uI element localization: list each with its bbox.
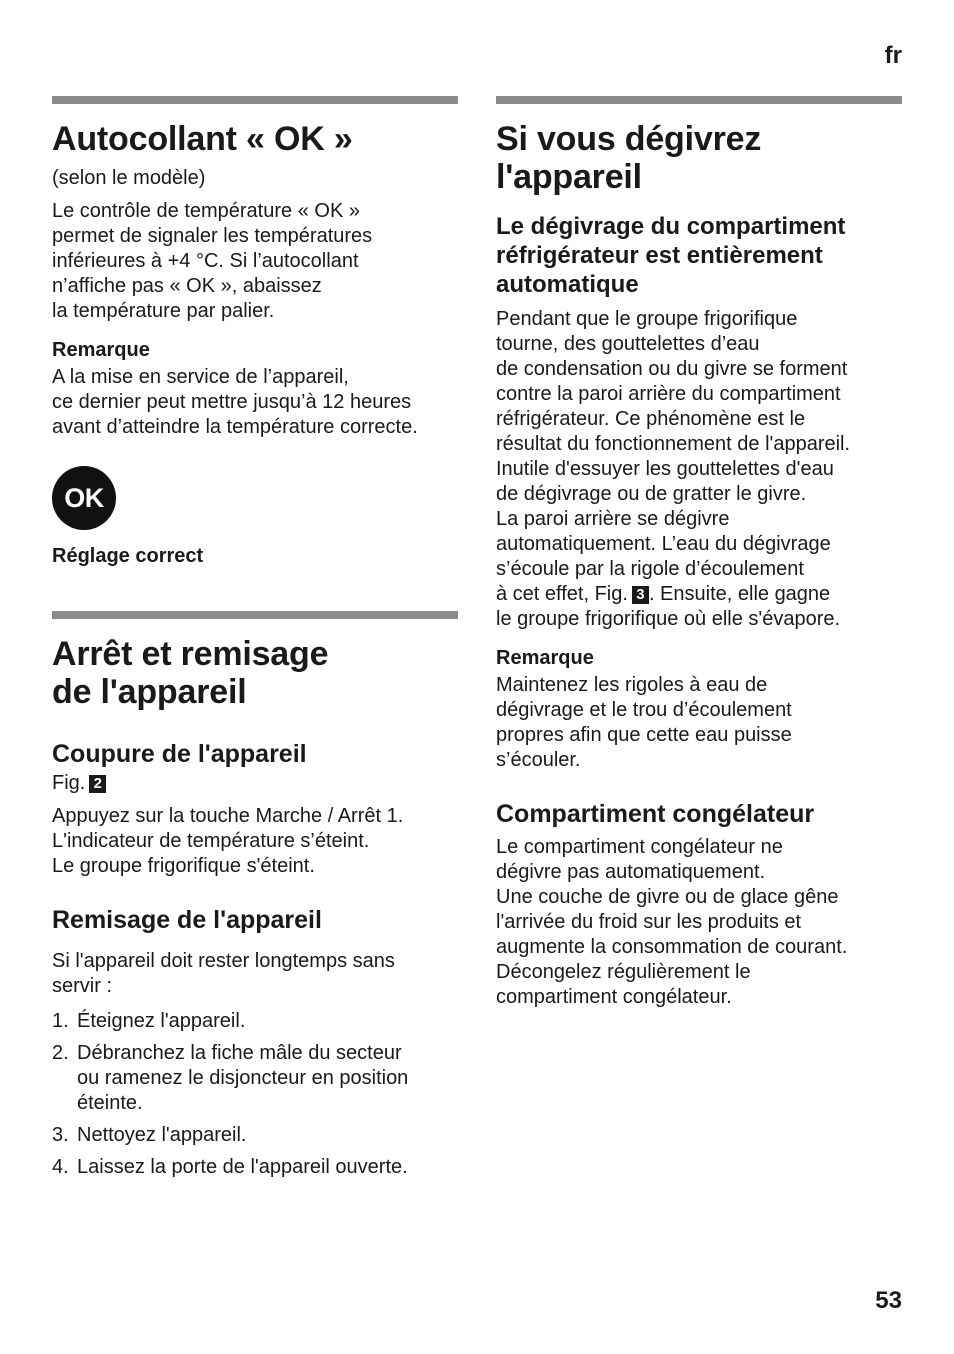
ok-sticker-icon: OK <box>52 466 116 530</box>
ok-description: Le contrôle de température « OK » permet de signaler les températures inférieures à +4 °C. Si l’autocollant n’affiche pas « OK », abaissez la température par palier. <box>52 200 373 322</box>
page-number: 53 <box>875 1287 902 1314</box>
storage-intro: Si l'appareil doit rester longtemps sans servir : <box>52 950 395 997</box>
subsection-title-storage: Remisage de l'appareil <box>52 906 322 934</box>
ok-caption: Réglage correct <box>52 545 204 567</box>
section-rule <box>52 96 458 104</box>
figure-number-badge: 2 <box>89 775 106 793</box>
right-column <box>496 96 902 1010</box>
switch-off-text: Appuyez sur la touche Marche / Arrêt 1. L'indicateur de température s’éteint. Le groupe frigorifique s'éteint. <box>52 805 404 877</box>
list-item: 1. Éteignez l'appareil. <box>52 1010 246 1032</box>
section-title-shutdown: Arrêt et remisage de l'appareil <box>52 635 329 711</box>
list-item: 3. Nettoyez l'appareil. <box>52 1124 247 1146</box>
subsection-title-fridge-defrost: Le dégivrage du compartiment réfrigérateur est entièrement automatique <box>496 213 846 298</box>
list-item: 4. Laissez la porte de l'appareil ouverte. <box>52 1156 408 1178</box>
fig-reference: Fig. 2 <box>52 771 458 796</box>
note-text: A la mise en service de l’appareil, ce dernier peut mettre jusqu’à 12 heures avant d’atteindre la température correcte. <box>52 366 418 438</box>
left-column <box>52 96 458 1187</box>
section-rule <box>52 611 458 619</box>
section-title-ok-sticker: Autocollant « OK » <box>52 120 353 158</box>
section-title-defrost: Si vous dégivrez l'appareil <box>496 120 762 196</box>
note-label: Remarque <box>52 339 150 361</box>
fridge-defrost-text: Pendant que le groupe frigorifique tourne, des gouttelettes d’eau de condensation ou du givre se forment contre la paroi arrière du compartiment réfrigérateur. Ce phénomène est le résultat du fonctionnement de l'appareil. Inutile d'essuyer les gouttelettes d'eau de dégivrage ou de gratter le givre. La paroi arrière se dégivre automatiquement. L’eau du dégivrage s’écoule par la rigole d’écoulement à cet effet, Fig. 3 . Ensuite, elle gagne le groupe frigorifique où elle s'évapore. <box>496 308 851 630</box>
storage-steps <box>52 1009 458 1180</box>
list-item: 2. Débranchez la fiche mâle du secteur ou ramenez le disjoncteur en position éteinte. <box>52 1042 409 1114</box>
freezer-text: Le compartiment congélateur ne dégivre pas automatiquement. Une couche de givre ou de glace gêne l'arrivée du froid sur les produits et augmente la consommation de courant. Décongelez régulièrement le compartiment congélateur. <box>496 836 848 1008</box>
figure-number-badge: 3 <box>632 586 649 604</box>
subsection-title-switch-off: Coupure de l'appareil <box>52 740 307 768</box>
note-label: Remarque <box>496 647 594 669</box>
model-note: (selon le modèle) <box>52 167 206 189</box>
note-text: Maintenez les rigoles à eau de dégivrage et le trou d’écoulement propres afin que cette eau puisse s’écouler. <box>496 674 792 771</box>
section-rule <box>496 96 902 104</box>
language-tag: fr <box>884 42 902 69</box>
subsection-title-freezer: Compartiment congélateur <box>496 800 815 828</box>
